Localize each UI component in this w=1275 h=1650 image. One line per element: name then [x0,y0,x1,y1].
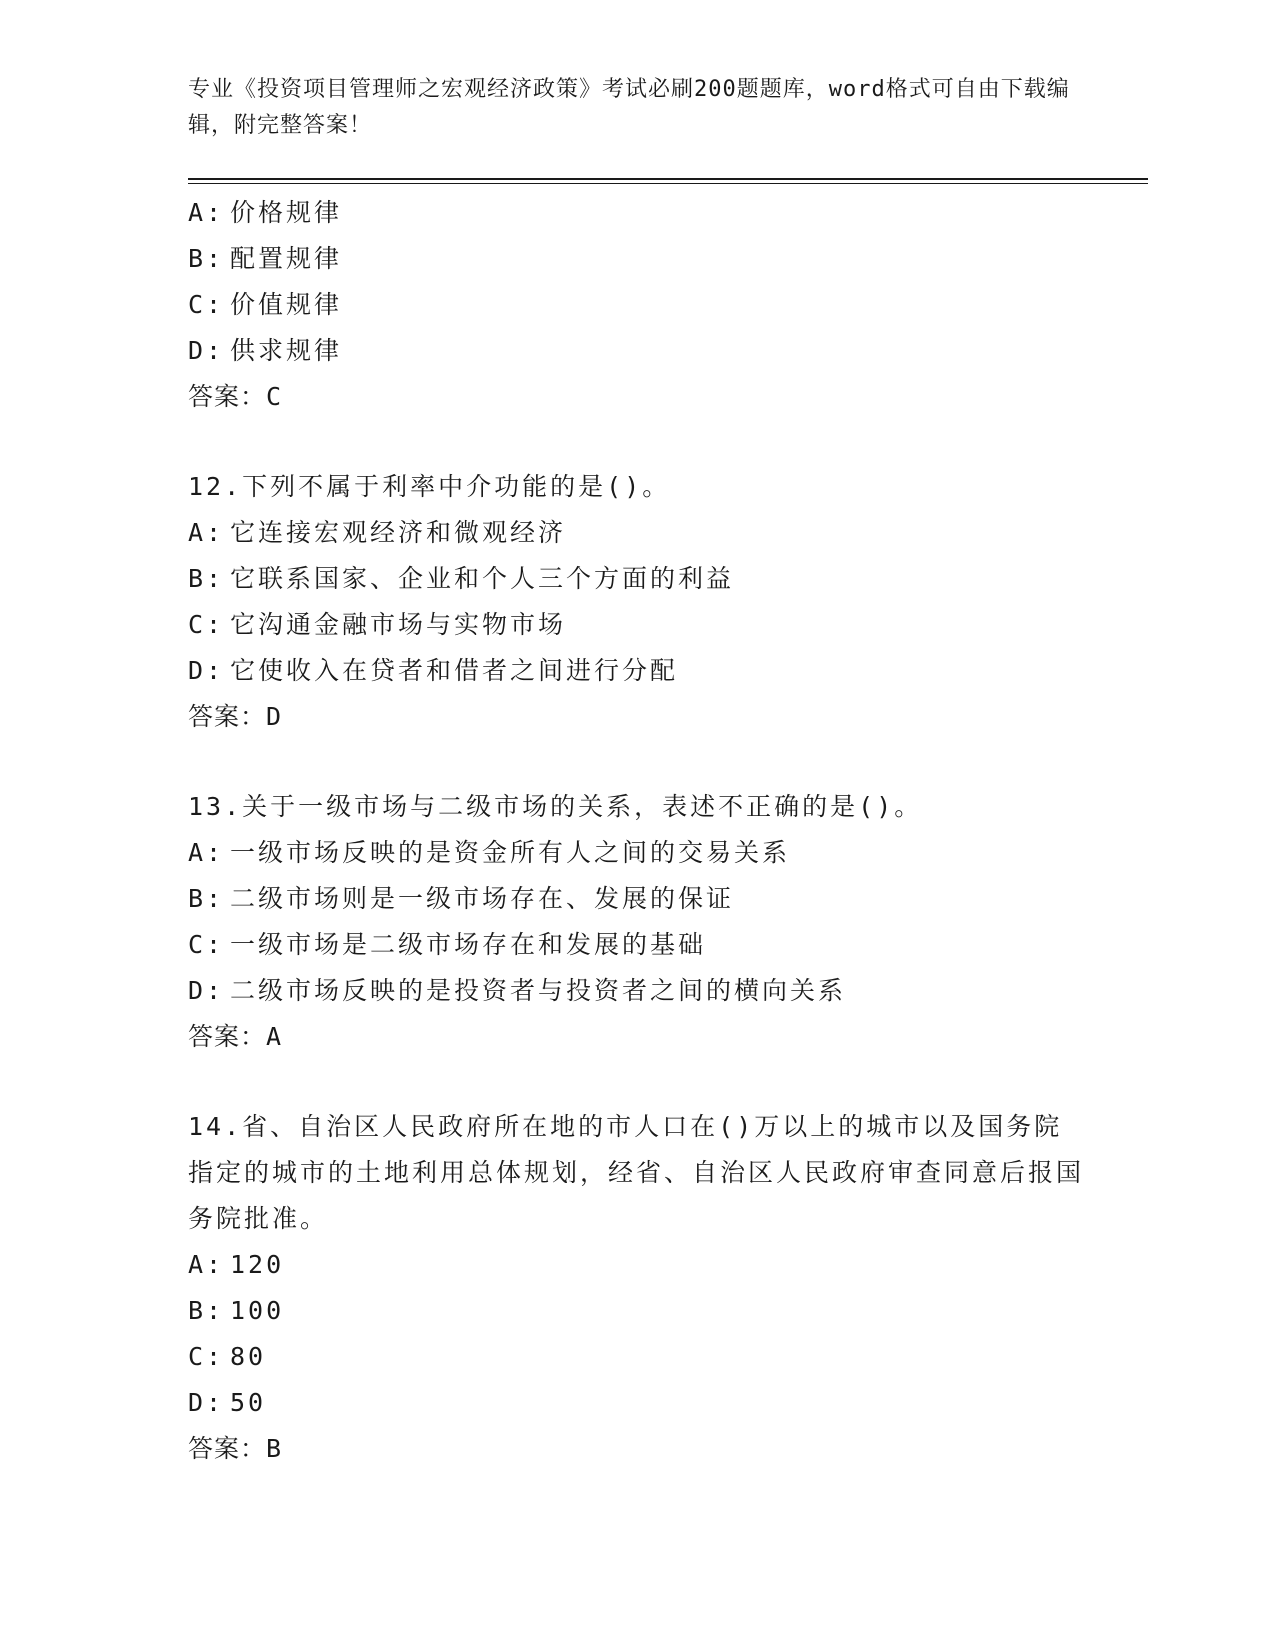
document-intro: 专业《投资项目管理师之宏观经济政策》考试必刷200题题库，word格式可自由下载编辑，附完整答案！ [188,77,1070,138]
question-stem: 14.省、自治区人民政府所在地的市人口在()万以上的城市以及国务院指定的城市的土地利用总体规划，经省、自治区人民政府审查同意后报国务院批准。 [188,1112,1085,1233]
answer-line: 答案：A [188,1022,283,1051]
option-b: B: 100 [188,1296,285,1325]
question-list [188,190,1088,1472]
answer-line: 答案：B [188,1434,283,1463]
option-d: D: 二级市场反映的是投资者与投资者之间的横向关系 [188,976,847,1005]
header-rule-thin [188,183,1148,184]
document-page [188,0,1148,1650]
option-b: B: 它联系国家、企业和个人三个方面的利益 [188,564,735,593]
question-stem: 12.下列不属于利率中介功能的是()。 [188,472,671,501]
option-a: A: 120 [188,1250,285,1279]
question-13 [188,784,1088,1060]
option-c: C: 它沟通金融市场与实物市场 [188,610,567,639]
option-c: C: 一级市场是二级市场存在和发展的基础 [188,930,707,959]
question-12 [188,464,1088,740]
option-d: D: 供求规律 [188,336,343,365]
question-11-partial [188,190,1088,420]
option-a: A: 它连接宏观经济和微观经济 [188,518,567,547]
option-b: B: 配置规律 [188,244,343,273]
option-c: C: 80 [188,1342,267,1371]
option-c: C: 价值规律 [188,290,343,319]
option-d: D: 50 [188,1388,267,1417]
option-a: A: 价格规律 [188,198,343,227]
question-stem: 13.关于一级市场与二级市场的关系，表述不正确的是()。 [188,792,923,821]
answer-line: 答案：D [188,702,283,731]
question-14 [188,1104,1088,1472]
answer-line: 答案：C [188,382,283,411]
option-d: D: 它使收入在贷者和借者之间进行分配 [188,656,679,685]
option-a: A: 一级市场反映的是资金所有人之间的交易关系 [188,838,791,867]
header-rule-thick [188,178,1148,180]
option-b: B: 二级市场则是一级市场存在、发展的保证 [188,884,735,913]
